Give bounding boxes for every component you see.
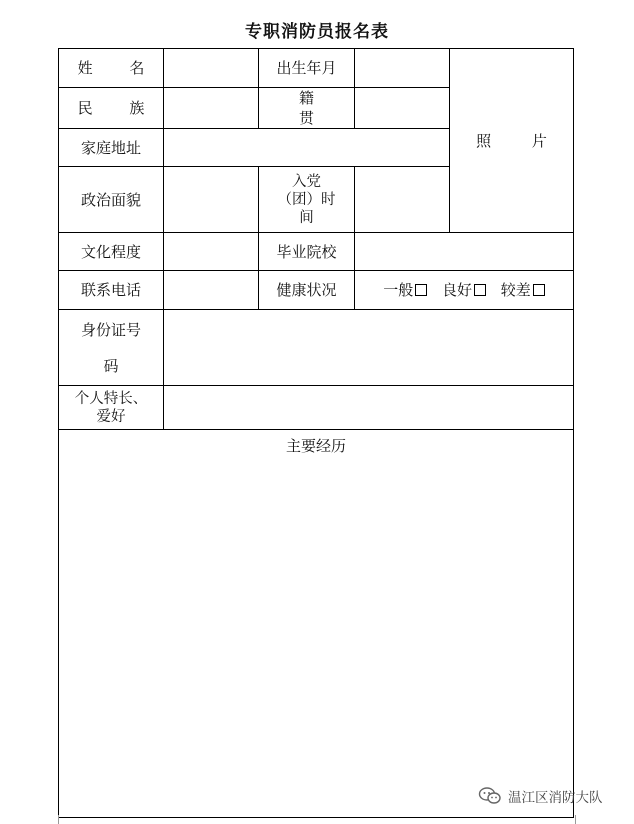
- experience-heading: 主要经历: [285, 437, 346, 455]
- label-political-status: 政治面貌: [59, 167, 164, 233]
- label-hobby: [59, 386, 164, 430]
- field-name[interactable]: [164, 49, 259, 88]
- label-school: 毕业院校: [259, 233, 355, 271]
- field-address[interactable]: [164, 129, 450, 167]
- health-option-label-1: 良好: [441, 281, 472, 299]
- health-options: [355, 271, 574, 310]
- hobby-label-line1: 个人特长、: [74, 390, 148, 407]
- label-ethnicity: 民 族: [59, 88, 164, 129]
- label-health: 健康状况: [259, 271, 355, 310]
- health-option-label-2: 较差: [500, 281, 531, 299]
- watermark: [478, 785, 603, 807]
- label-birth: 出生年月: [259, 49, 355, 88]
- photo-cell[interactable]: 照 片: [450, 49, 574, 233]
- id-label-line1: 身份证号: [80, 321, 141, 339]
- form-title: 专职消防员报名表: [245, 22, 389, 42]
- hobby-label-line2: 爱好: [96, 408, 126, 425]
- watermark-text: 温江区消防大队: [508, 790, 603, 806]
- field-phone[interactable]: [164, 271, 259, 310]
- label-native-place: 籍 贯: [259, 88, 355, 129]
- party-label-line1: 入党: [292, 173, 321, 190]
- experience-section[interactable]: [59, 430, 574, 818]
- health-checkbox-2[interactable]: [533, 284, 545, 296]
- id-label-line2: 码: [103, 357, 119, 375]
- field-party-join-time[interactable]: [355, 167, 450, 233]
- field-school[interactable]: [355, 233, 574, 271]
- page-corner-mark-right: [575, 815, 584, 824]
- health-option-label-0: 一般: [383, 281, 414, 299]
- field-political-status[interactable]: [164, 167, 259, 233]
- field-education[interactable]: [164, 233, 259, 271]
- label-party-join-time: [259, 167, 355, 233]
- field-id-number[interactable]: [164, 310, 574, 386]
- label-address: 家庭地址: [59, 129, 164, 167]
- health-checkbox-0[interactable]: [415, 284, 427, 296]
- field-ethnicity[interactable]: [164, 88, 259, 129]
- field-hobby[interactable]: [164, 386, 574, 430]
- label-id-number: [59, 310, 164, 386]
- party-label-line3: 间: [299, 209, 314, 226]
- party-label-line2: （团）时: [277, 191, 336, 208]
- label-education: 文化程度: [59, 233, 164, 271]
- health-checkbox-1[interactable]: [474, 284, 486, 296]
- field-birth[interactable]: [355, 49, 450, 88]
- registration-form-table: [58, 48, 574, 818]
- wechat-official-account-icon: [478, 786, 502, 806]
- page-corner-mark-left: [50, 815, 59, 824]
- field-native-place[interactable]: [355, 88, 450, 129]
- label-name: 姓 名: [59, 49, 164, 88]
- label-phone: 联系电话: [59, 271, 164, 310]
